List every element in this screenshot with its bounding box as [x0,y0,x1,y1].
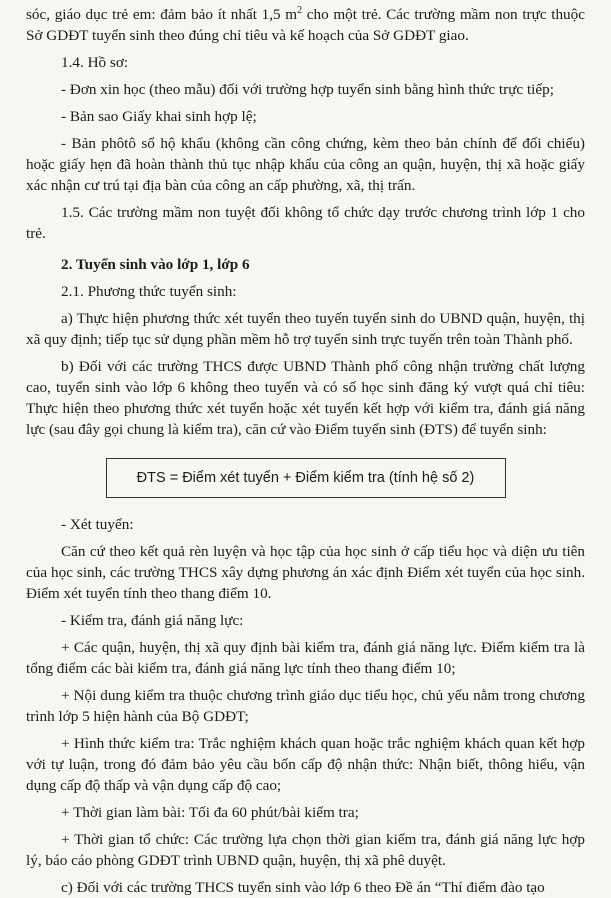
section-title-2: 2. Tuyển sinh vào lớp 1, lớp 6 [61,256,250,273]
list-item-kiem-tra-2: + Nội dung kiểm tra thuộc chương trình giáo dục tiểu học, chủ yếu nằm trong chương trình lớp 5 hiện hành của Bộ GDĐT; [26,687,585,725]
superscript: 2 [297,4,303,16]
heading-2-1: 2.1. Phương thức tuyển sinh: [61,283,237,300]
formula-container [26,458,585,498]
paragraph-1-5: 1.5. Các trường mầm non tuyệt đối không tổ chức dạy trước chương trình lớp 1 cho trẻ. [26,204,585,242]
heading-kiem-tra: - Kiểm tra, đánh giá năng lực: [61,612,244,629]
paragraph-xet-tuyen: Căn cứ theo kết quả rèn luyện và học tập của học sinh ở cấp tiểu học và diện ưu tiên của học sinh, các trường THCS xây dựng phương án xác định Điểm xét tuyển của học sinh. Điểm xét tuyển tính theo thang điểm 10. [26,543,585,602]
list-item-application-form: - Đơn xin học (theo mẫu) đối với trường hợp tuyển sinh bằng hình thức trực tiếp; [61,81,554,98]
list-item-kiem-tra-3: + Hình thức kiểm tra: Trắc nghiệm khách quan hoặc trắc nghiệm khách quan kết hợp với tự luận, trong đó đảm bảo yêu cầu bốn cấp độ nhận thức: Nhận biết, thông hiểu, vận dụng cấp độ thấp và vận dụng cấp độ cao; [26,735,585,794]
list-item-kiem-tra-1: + Các quận, huyện, thị xã quy định bài kiểm tra, đánh giá năng lực. Điểm kiểm tra là tổng điểm các bài kiểm tra, đánh giá năng lực tính theo thang điểm 10; [26,639,585,677]
paragraph-c: c) Đối với các trường THCS tuyển sinh vào lớp 6 theo Đề án “Thí điểm đào tạo [61,879,545,896]
paragraph-continuation [26,4,585,46]
paragraph-b: b) Đối với các trường THCS được UBND Thành phố công nhận trường chất lượng cao, tuyển sinh vào lớp 6 không theo tuyến và có số học sinh đăng ký vượt quá chỉ tiêu: Thực hiện theo phương thức xét tuyển hoặc xét tuyển kết hợp với kiểm tra, đánh giá năng lực (sau đây gọi chung là kiểm tra), căn cứ vào Điểm tuyển sinh (ĐTS) để tuyển sinh: [26,358,585,438]
list-item-kiem-tra-5: + Thời gian tổ chức: Các trường lựa chọn thời gian kiểm tra, đánh giá năng lực hợp lý, báo cáo phòng GDĐT trình UBND quận, huyện, thị xã phê duyệt. [26,831,585,869]
heading-1-4: 1.4. Hồ sơ: [61,54,129,71]
formula-box: ĐTS = Điểm xét tuyển + Điểm kiểm tra (tính hệ số 2) [106,458,506,498]
list-item-kiem-tra-4: + Thời gian làm bài: Tối đa 60 phút/bài kiểm tra; [61,804,359,821]
heading-xet-tuyen: - Xét tuyển: [61,516,134,533]
list-item-household-book: - Bản phôtô sổ hộ khẩu (không cần công chứng, kèm theo bản chính để đối chiếu) hoặc giấy hẹn đã hoàn thành thủ tục nhập khẩu của công an quận, huyện, thị xã hoặc giấy xác nhận cư trú tại địa bàn của công an cấp phường, xã, thị trấn. [26,135,585,194]
paragraph-a: a) Thực hiện phương thức xét tuyển theo tuyến tuyển sinh do UBND quận, huyện, thị xã quy định; tiếp tục sử dụng phần mềm hỗ trợ tuyển sinh trực tuyến trên toàn Thành phố. [26,310,585,348]
text-fragment: sóc, giáo dục trẻ em: đảm bảo ít nhất 1,5 m [26,6,298,23]
list-item-birth-certificate: - Bản sao Giấy khai sinh hợp lệ; [61,108,257,125]
text-fragment: cho một trẻ. Các trường mầm non trực thuộc Sở GDĐT tuyển sinh theo đúng chỉ tiêu và kế hoạch của Sở GDĐT giao. [26,6,585,44]
